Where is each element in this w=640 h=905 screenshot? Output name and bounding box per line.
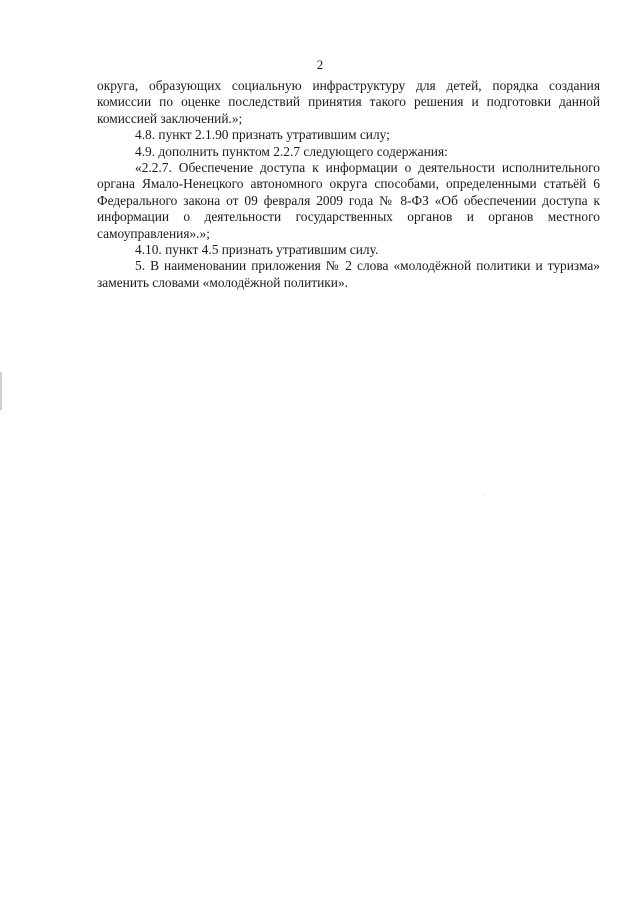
scan-edge-mark xyxy=(0,372,2,410)
paragraph-item-5: 5. В наименовании приложения № 2 слова «молодёжной политики и туризма» заменить словами «молодёжной политики». xyxy=(97,258,600,290)
paragraph-item-4-10: 4.10. пункт 4.5 признать утратившим силу. xyxy=(135,242,379,258)
paragraph-quoted-2-2-7: «2.2.7. Обеспечение доступа к информации о деятельности исполнительного органа Ямало-Ненецкого автономного округа способами, определенными статьёй 6 Федерального закона от 09 февраля 2009 года № 8-ФЗ «Об обеспечении доступа к информации о деятельности государственных органов и органов местного самоуправления».»; xyxy=(97,160,600,241)
document-body xyxy=(97,78,600,291)
page-number: 2 xyxy=(316,57,324,72)
paragraph-item-4-9: 4.9. дополнить пунктом 2.2.7 следующего содержания: xyxy=(135,143,448,159)
scan-dust-dot xyxy=(484,495,485,496)
paragraph-item-4-8: 4.8. пункт 2.1.90 признать утратившим силу; xyxy=(135,127,390,143)
paragraph-continuation: округа, образующих социальную инфраструктуру для детей, порядка создания комиссии по оценке последствий принятия такого решения и подготовки данной комиссией заключений.»; xyxy=(97,78,600,126)
